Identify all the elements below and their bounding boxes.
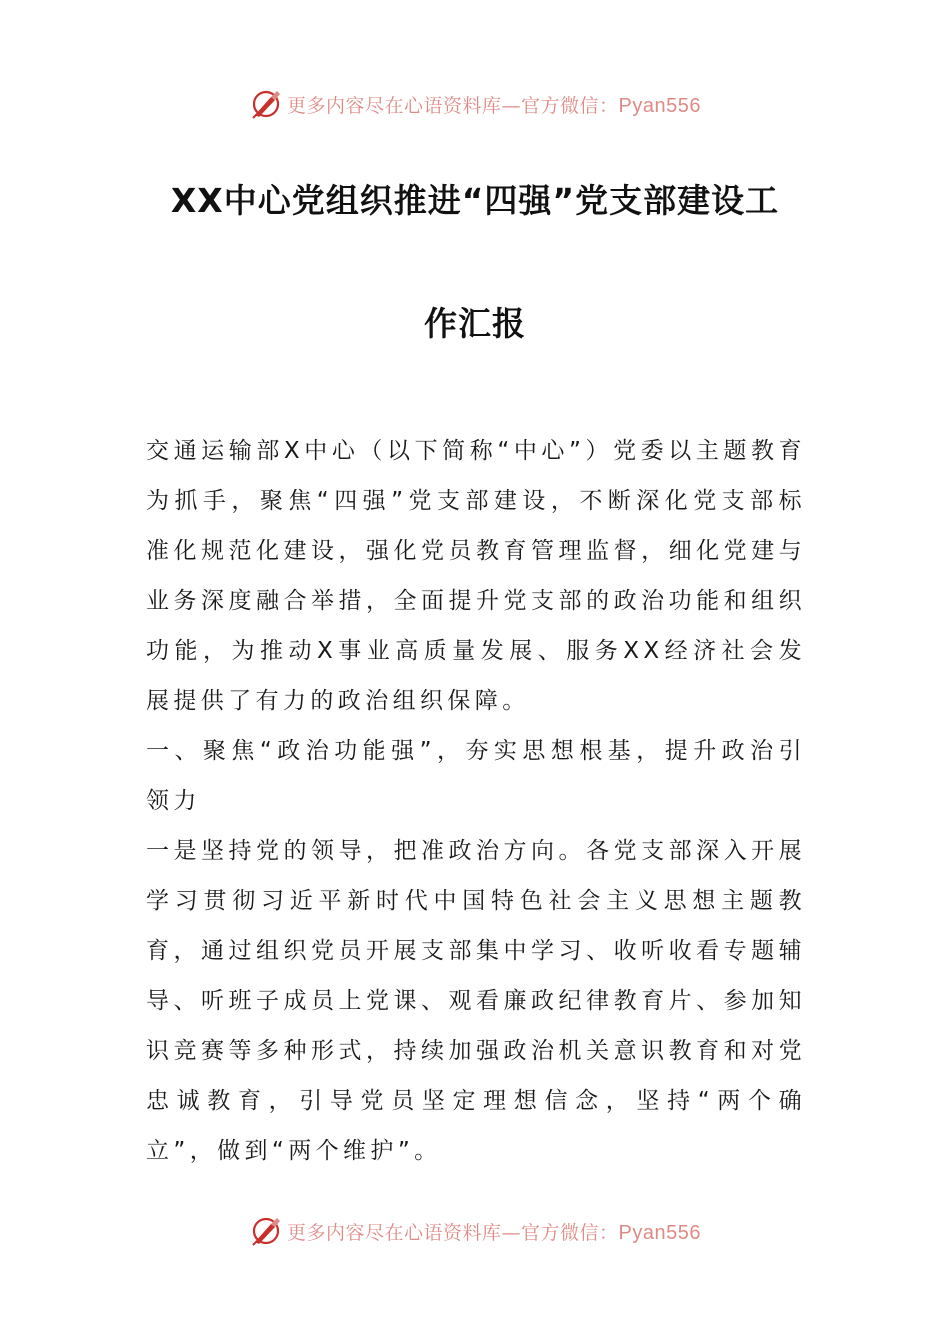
document-title-line-2: 作汇报 — [424, 304, 526, 343]
watermark-prefix: 更多内容尽在心语资料库—官方微信： — [287, 1221, 619, 1244]
section-heading-1: 一、聚焦“政治功能强”，夯实思想根基，提升政治引领力 — [146, 738, 806, 814]
watermark-wechat-id: Pyan556 — [618, 1221, 701, 1244]
watermark-header — [0, 84, 950, 124]
watermark-wechat-id: Pyan556 — [618, 94, 701, 117]
pen-seal-logo-icon — [249, 1214, 283, 1248]
document-body — [146, 426, 806, 1176]
watermark-prefix: 更多内容尽在心语资料库—官方微信： — [287, 94, 619, 117]
body-paragraph: 一是坚持党的领导，把准政治方向。各党支部深入开展学习贯彻习近平新时代中国特色社会主义思想主题教育，通过组织党员开展支部集中学习、收听收看专题辅导、听班子成员上党课、观看廉政纪律教育片、参加知识竞赛等多种形式，持续加强政治机关意识教育和对党忠诚教育，引导党员坚定理想信念，坚持“两个确立”，做到“两个维护”。 — [146, 838, 806, 1164]
document-title-line-1: XX中心党组织推进“四强”党支部建设工 — [170, 181, 780, 220]
pen-seal-logo-icon — [249, 87, 283, 121]
watermark-text — [287, 91, 701, 118]
intro-paragraph: 交通运输部X中心（以下简称“中心”）党委以主题教育为抓手，聚焦“四强”党支部建设，不断深化党支部标准化规范化建设，强化党员教育管理监督，细化党建与业务深度融合举措，全面提升党支部的政治功能和组织功能，为推动X事业高质量发展、服务XX经济社会发展提供了有力的政治组织保障。 — [146, 438, 806, 714]
watermark-footer — [0, 1211, 950, 1251]
watermark-text — [287, 1218, 701, 1245]
